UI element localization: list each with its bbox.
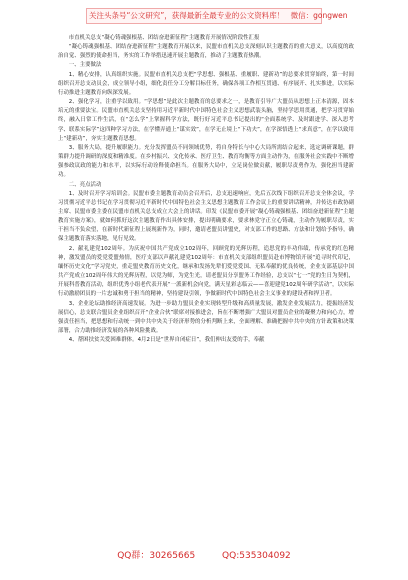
qq-group-text: QQ群：30265665 bbox=[117, 551, 196, 561]
paragraph: 2、献礼建党102周年。为庆祝中国共产党成立102周年，回顾党的光辉历程，追思党的丰功伟绩，传承党的红色精神，激发盟员的爱党爱盟热情，医疗支部以声献礼建党102周年：市直机关支部组织盟员赴市博物馆开展“追寻时代印记，缅怀历史文化”学习党史，重走盟史教育历史文化，继承和发扬先辈们爱党爱国、无私奉献的优良传统，企业支部基层中国共产党成立102周年伟大的光辉历程，以党为师，为党生光，请老盟员分享盟务工作经验，总支以“七一”党的生日为契机，开展科普教育活动，组织优秀小组老代表开展“一派新机会向党，满天星彩志临云——喜迎建党102周年研学活动”，以实际行动激励团员的一片忠诚和勇于担当的精神，坚持建设引领，争做新时代中国特色社会主义事业的建设者和捍卫者。 bbox=[58, 245, 354, 298]
qq-text: QQ:535304092 bbox=[222, 551, 291, 561]
paragraph: 3、服务大局，提升履职能力。充分发挥盟员不同领域优势，将自身特长与中心大局所需结合起来，选定调研课题，群策群力提升调研的深度和精准度。在乡村振兴、文化传承、医疗卫生、教育均衡等方面主动作为，在服务社会实践中不断增强参政议政的能力和水平，以实际行动诠释使命担当。在服务大局中，立足岗位做贡献，履职尽责勇作为，强化担当建新功。 bbox=[58, 144, 354, 179]
promo-banner bbox=[86, 8, 348, 24]
section-heading: 二、亮点活动 bbox=[68, 181, 102, 188]
promo-banner-wechat: 微信：gongwen bbox=[290, 11, 348, 20]
paragraph: 1、及时召开学习培训会。民盟市委主题教育动员会召开后，总支迅速响应，先后五次线下组织召开总支全体会议，学习贯彻习近平总书记在学习贯彻习近平新时代中国特色社会主义思想主题教育工作会议上的重要讲话精神，并传达市政协副主席、民盟市委主委在民盟市直机关总支成立大会上的讲话。印发《民盟市委开展“凝心铸魂强根基、团结奋进新征程”主题教育实施方案》，就如何抓好这次主题教育作出具体安排，提出明确要求，要求林党守正立心铸魂，主动作为履职尽责，实干担当不负众望，在新时代新征程上展现新作为，同时，邀请老盟员讲盟史，对支部工作的思路、方法和计划给予指导，确保主题教育落实落地，见行见效。 bbox=[58, 190, 354, 243]
paragraph: 3、企业论坛助推经济高速发展。为进一步助力盟员企业实现转型升级和高质量发展，激发企业发展活力，提振经济发展信心，总支联合盟员企业组织召开“企业合伙”联席对接推进会，旨在不断增强广大盟员对盟员企业的凝聚力和向心力，增强责任担当，把思想和行动统一到中共中央关于经济形势的分析判断上来，全面理解、准确把握中共中央的方针政策和决策部署，合力助推经济发展的各种风险挑战。 bbox=[58, 300, 354, 334]
paragraph: 1、精心安排，认真组织实施。民盟市直机关总支把“学思想、强根基、重履职、建新功”的总要求贯穿始终，第一时间组织召开总支动员会，成立领导小组，细化责任分工分解目标任务，确保各项工作相互贯通、有序展开、扎实推进，以实际行动推进主题教育向纵深发展。 bbox=[58, 71, 354, 96]
paragraph: “凝心铸魂强根基、团结奋进新征程”主题教育开展以来，民盟市直机关总支深刻认识主题教育的重大意义，以高度的政治自觉、强烈的使命担当，务实的工作举措迅速开展主题教育，推动了主题教育热潮。 bbox=[58, 44, 354, 60]
promo-banner-text: 关注头条号“公文研究”，获得最新全最专业的公文资料库！ bbox=[89, 11, 285, 20]
section-heading: 一、主要做法 bbox=[68, 62, 102, 69]
document-body bbox=[58, 34, 354, 546]
paragraph: 2、强化学习，注重学以致用。“学思想”是此次主题教育的总要求之一，是教育引导广大盟员从思想上正本清源，固本培元的重要法宝。民盟市直机关总支坚持用习近平新时代中国特色社会主义思想武装头脑，坚持学思用贯通，把学习贯穿始终，融入日常工作生活，在“怎么学”上掌握科学方法，既行好习近平总书记提出的“全面系统学、及时跟进学、深入思考学、联系实际学”这四种学习方法，在学懂弄通上“谋实效”，在学无止境上“下功夫”，在学深悟透上“求真意”，在学以致用上“建新功”，夯实主题教育思想。 bbox=[58, 99, 354, 142]
paragraph: 4、帮困扶贫关爱困难群体。4月2日是“世界自闭症日”，我们伸出友爱的手，奉献 bbox=[68, 337, 265, 344]
contact-footer bbox=[0, 548, 408, 564]
document-title: 市直机关总支“凝心铸魂强根基、团结奋进新征程”主题教育开展情况阶段性汇报 bbox=[68, 35, 260, 41]
